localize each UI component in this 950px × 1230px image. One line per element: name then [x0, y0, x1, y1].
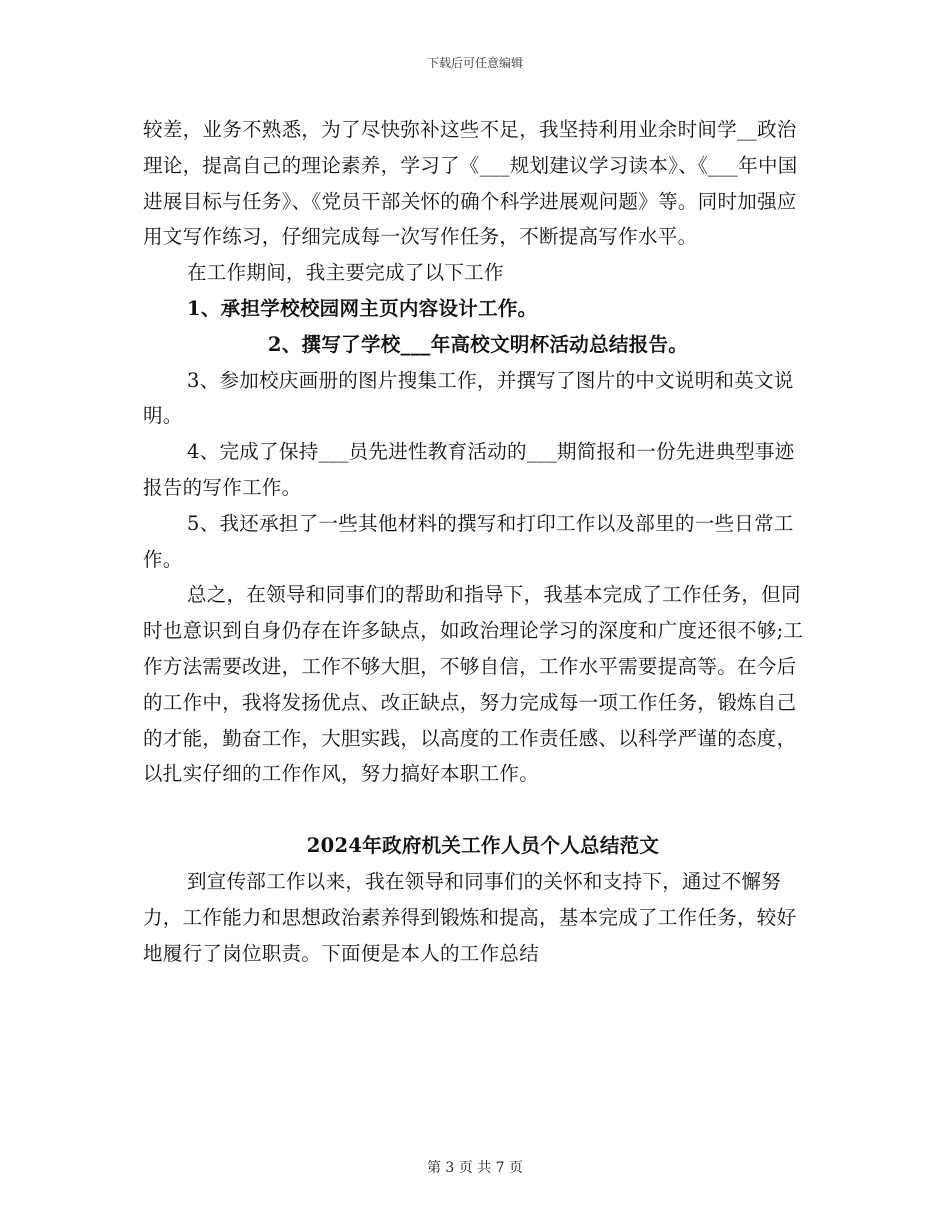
page-footer: 第 3 页 共 7 页: [426, 1160, 524, 1176]
list-item-5: 5、我还承担了一些其他材料的撰写和打印工作以及部里的一些日常工作。: [143, 511, 794, 571]
paragraph-summary: 总之，在领导和同事们的帮助和指导下，我基本完成了工作任务，但同时也意识到自身仍存在许多缺点，如政治理论学习的深度和广度还很不够;工作方法需要改进，工作不够大胆，不够自信，工作水平需要提高等。在今后的工作中，我将发扬优点、改正缺点，努力完成每一项工作任务，锻炼自己的才能，勤奋工作，大胆实践，以高度的工作责任感、以科学严谨的态度，以扎实仔细的工作作风，努力搞好本职工作。: [143, 583, 804, 786]
section-intro: 到宣传部工作以来，我在领导和同事们的关怀和支持下，通过不懈努力，工作能力和思想政治素养得到锻炼和提高，基本完成了工作任务，较好地履行了岗位职责。下面便是本人的工作总结: [143, 869, 797, 965]
section-spacer: [143, 792, 813, 828]
paragraph-study: 较差，业务不熟悉，为了尽快弥补这些不足，我坚持利用业余时间学__政治理论，提高自己的理论素养，学习了《___规划建议学习读本》、《___年中国进展目标与任务》、《党员干部关怀的确个科学进展观问题》等。同时加强应用文写作练习，仔细完成每一次写作任务，不断提高写作水平。: [143, 118, 798, 249]
paragraph-work-intro: 在工作期间，我主要完成了以下工作: [187, 261, 504, 285]
document-body: [143, 112, 813, 971]
list-item-3: 3、参加校庆画册的图片搜集工作，并撰写了图片的中文说明和英文说明。: [143, 368, 794, 428]
list-item-4: 4、完成了保持___员先进性教育活动的___期简报和一份先进典型事迹报告的写作工作。: [143, 440, 795, 499]
list-item-2: 2、撰写了学校___年高校文明杯活动总结报告。: [267, 332, 689, 356]
list-item-1: 1、承担学校校园网主页内容设计工作。: [187, 296, 538, 320]
section-title: 2024年政府机关工作人员个人总结范文: [306, 834, 660, 858]
header-note: 下载后可任意编辑: [426, 56, 523, 70]
